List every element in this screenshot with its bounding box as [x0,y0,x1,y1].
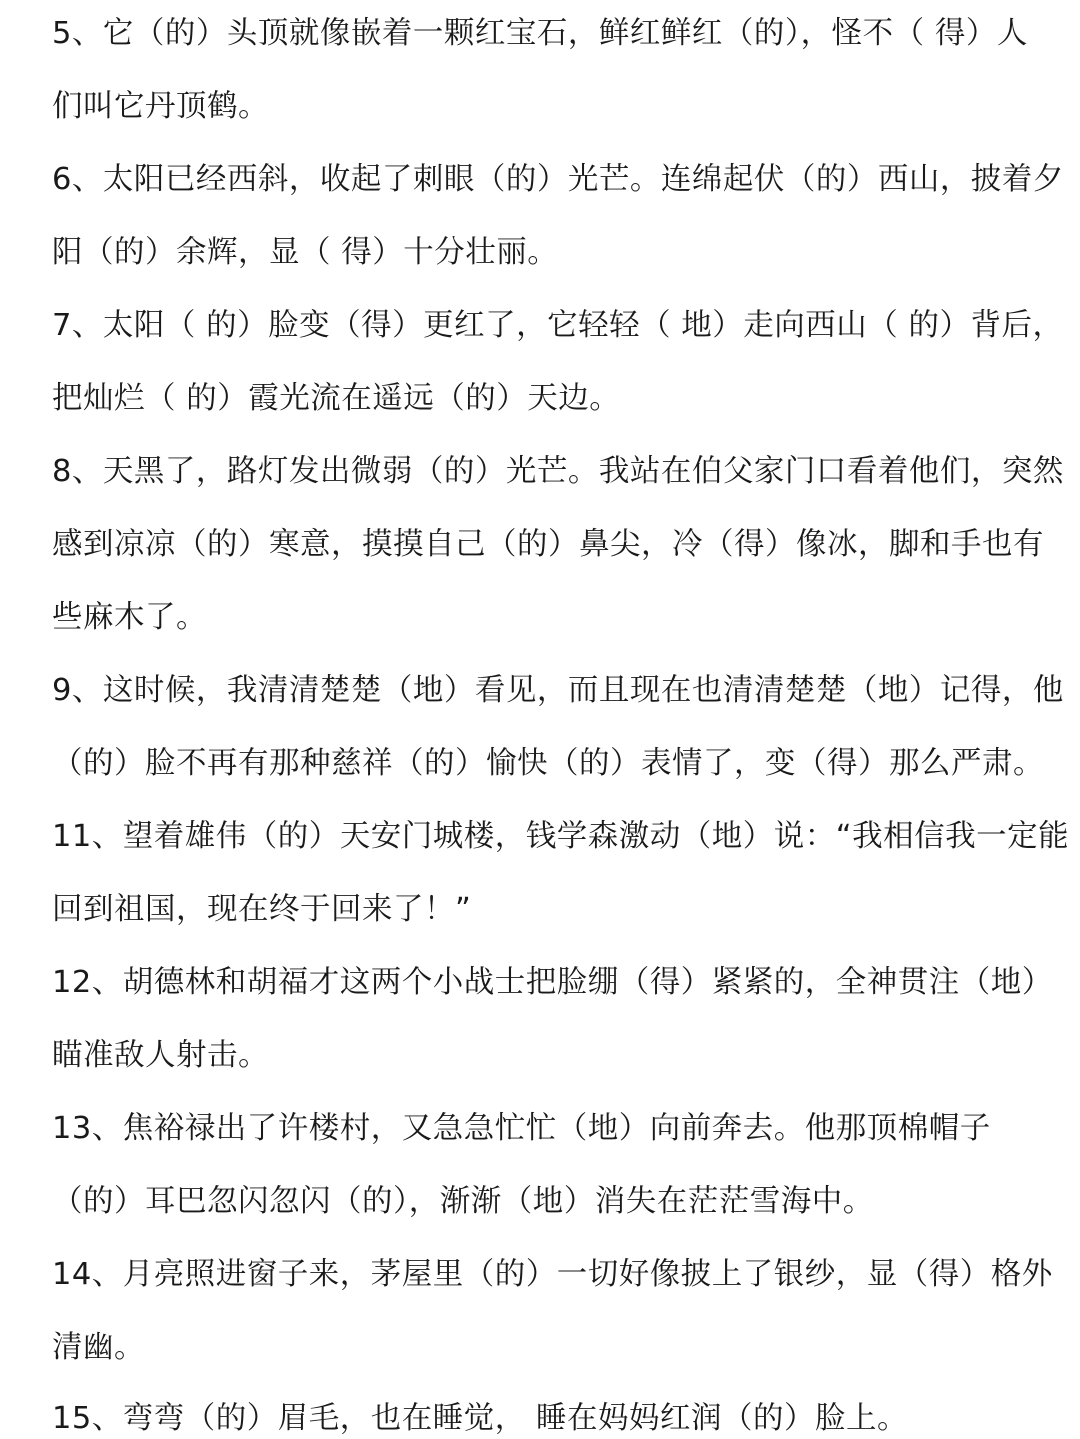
text-line: 阳（的）余辉，显（ 得）十分壮丽。 [52,235,559,270]
text-line: 瞄准敌人射击。 [52,1038,269,1073]
text-line: 14、月亮照进窗子来，茅屋里（的）一切好像披上了银纱，显（得）格外 [52,1257,1053,1292]
text-line: 9、这时候，我清清楚楚（地）看见，而且现在也清清楚楚（地）记得，他 [52,673,1064,708]
text-line: 11、望着雄伟（的）天安门城楼，钱学森激动（地）说：“我相信我一定能 [52,819,1070,854]
text-line: 7、太阳（ 的）脸变（得）更红了，它轻轻（ 地）走向西山（ 的）背后， [52,308,1064,343]
text-line: 5、它（的）头顶就像嵌着一颗红宝石，鲜红鲜红（的），怪不（ 得）人 [52,16,1028,51]
text-line: 13、焦裕禄出了许楼村，又急急忙忙（地）向前奔去。他那顶棉帽子 [52,1111,991,1146]
text-line: 们叫它丹顶鹤。 [52,89,269,124]
text-line: 清幽。 [52,1330,145,1365]
text-line: 12、胡德林和胡福才这两个小战士把脸绷（得）紧紧的，全神贯注（地） [52,965,1053,1000]
text-line: 15、弯弯（的）眉毛，也在睡觉， 睡在妈妈红润（的）脸上。 [52,1401,909,1436]
text-line: 8、天黑了，路灯发出微弱（的）光芒。我站在伯父家门口看着他们，突然 [52,454,1064,489]
text-line: 感到凉凉（的）寒意，摸摸自己（的）鼻尖，冷（得）像冰，脚和手也有 [52,527,1044,562]
text-line: （的）耳巴忽闪忽闪（的），渐渐（地）消失在茫茫雪海中。 [52,1184,874,1219]
text-line: 把灿烂（ 的）霞光流在遥远（的）天边。 [52,381,621,416]
text-line: 些麻木了。 [52,600,207,635]
text-line: 6、太阳已经西斜，收起了刺眼（的）光芒。连绵起伏（的）西山，披着夕 [52,162,1064,197]
text-line: （的）脸不再有那种慈祥（的）愉快（的）表情了，变（得）那么严肃。 [52,746,1044,781]
text-line: 回到祖国，现在终于回来了！” [52,892,472,927]
